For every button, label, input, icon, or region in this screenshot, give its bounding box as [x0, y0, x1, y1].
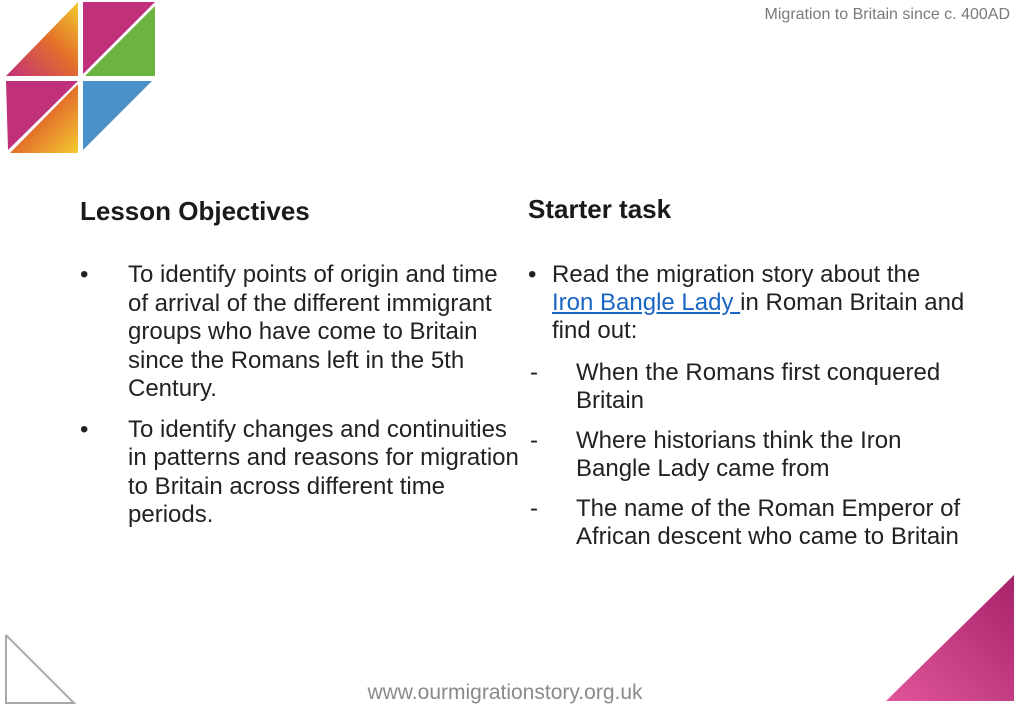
- task-item: [528, 495, 968, 551]
- intro-text-after: in Roman Britain and find out:: [552, 289, 965, 344]
- task-list: [528, 359, 968, 551]
- objectives-list: [80, 261, 520, 542]
- task-text: Where historians think the Iron Bangle Lady came from: [576, 427, 902, 482]
- task-item: [528, 427, 968, 483]
- iron-bangle-lady-link[interactable]: Iron Bangle Lady: [552, 289, 741, 316]
- course-title: Migration to Britain since c. 400AD: [764, 6, 1010, 23]
- objective-item: [80, 416, 520, 530]
- intro-text-before: Read the migration story about the: [552, 261, 921, 288]
- lesson-objectives-heading: Lesson Objectives: [80, 196, 310, 226]
- starter-task-content: [528, 261, 968, 563]
- dash: -: [530, 359, 538, 386]
- dash: -: [530, 427, 538, 454]
- objective-item: [80, 261, 520, 404]
- task-text: The name of the Roman Emperor of African descent who came to Britain: [576, 495, 961, 550]
- triangle-pinwheel-logo-icon: [0, 0, 160, 160]
- bullet: •: [80, 261, 89, 288]
- bullet: •: [80, 415, 89, 443]
- task-text: When the Romans first conquered Britain: [576, 359, 941, 414]
- bullet: •: [528, 261, 537, 288]
- dash: -: [530, 495, 538, 522]
- starter-intro: [528, 261, 968, 345]
- footer-url: www.ourmigrationstory.org.uk: [367, 681, 643, 704]
- task-item: [528, 359, 968, 415]
- objective-text: To identify points of origin and time of arrival of the different immigrant groups who have come to Britain since the Romans left in the 5th Century.: [128, 261, 498, 402]
- objective-text: To identify changes and continuities in patterns and reasons for migration to Britain across different time periods.: [128, 415, 519, 528]
- starter-task-heading: Starter task: [528, 194, 672, 224]
